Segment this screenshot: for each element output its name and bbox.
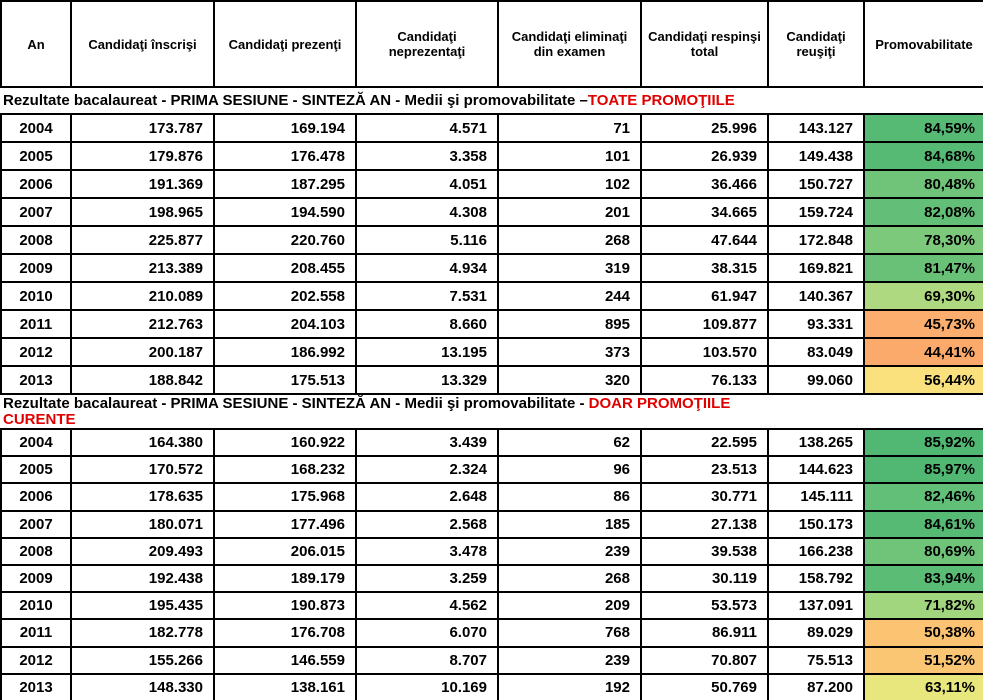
prezenti-cell: 176.708 bbox=[214, 619, 356, 646]
prezenti-cell: 194.590 bbox=[214, 198, 356, 226]
inscrisi-cell: 173.787 bbox=[71, 114, 214, 142]
prezenti-cell: 168.232 bbox=[214, 456, 356, 483]
neprezentati-cell: 5.116 bbox=[356, 226, 498, 254]
inscrisi-cell: 213.389 bbox=[71, 254, 214, 282]
prezenti-cell: 177.496 bbox=[214, 511, 356, 538]
respinsi-cell: 27.138 bbox=[641, 511, 768, 538]
reusiti-cell: 137.091 bbox=[768, 592, 864, 619]
section-title-row-curente bbox=[1, 394, 983, 429]
eliminati-cell: 268 bbox=[498, 565, 641, 592]
year-cell: 2007 bbox=[1, 198, 71, 226]
col-header-respinsi: Candidaţi respinşi total bbox=[641, 1, 768, 87]
respinsi-cell: 30.771 bbox=[641, 483, 768, 510]
year-cell: 2011 bbox=[1, 619, 71, 646]
respinsi-cell: 86.911 bbox=[641, 619, 768, 646]
year-cell: 2012 bbox=[1, 338, 71, 366]
table-row bbox=[1, 565, 983, 592]
inscrisi-cell: 182.778 bbox=[71, 619, 214, 646]
promovabilitate-cell: 84,61% bbox=[864, 511, 983, 538]
year-cell: 2010 bbox=[1, 282, 71, 310]
inscrisi-cell: 225.877 bbox=[71, 226, 214, 254]
reusiti-cell: 172.848 bbox=[768, 226, 864, 254]
year-cell: 2010 bbox=[1, 592, 71, 619]
promovabilitate-cell: 82,08% bbox=[864, 198, 983, 226]
promovabilitate-cell: 80,69% bbox=[864, 538, 983, 565]
year-cell: 2008 bbox=[1, 226, 71, 254]
reusiti-cell: 169.821 bbox=[768, 254, 864, 282]
year-cell: 2009 bbox=[1, 565, 71, 592]
col-header-eliminati: Candidaţi eliminaţi din examen bbox=[498, 1, 641, 87]
col-header-reusiti: Candidaţi reuşiţi bbox=[768, 1, 864, 87]
prezenti-cell: 176.478 bbox=[214, 142, 356, 170]
inscrisi-cell: 179.876 bbox=[71, 142, 214, 170]
promovabilitate-cell: 45,73% bbox=[864, 310, 983, 338]
promovabilitate-cell: 80,48% bbox=[864, 170, 983, 198]
prezenti-cell: 208.455 bbox=[214, 254, 356, 282]
reusiti-cell: 145.111 bbox=[768, 483, 864, 510]
promovabilitate-cell: 84,68% bbox=[864, 142, 983, 170]
reusiti-cell: 150.173 bbox=[768, 511, 864, 538]
year-cell: 2009 bbox=[1, 254, 71, 282]
neprezentati-cell: 2.568 bbox=[356, 511, 498, 538]
eliminati-cell: 201 bbox=[498, 198, 641, 226]
promovabilitate-cell: 82,46% bbox=[864, 483, 983, 510]
col-header-neprezentati: Candidaţi neprezentaţi bbox=[356, 1, 498, 87]
eliminati-cell: 239 bbox=[498, 647, 641, 674]
table-row bbox=[1, 538, 983, 565]
table-row bbox=[1, 114, 983, 142]
year-cell: 2005 bbox=[1, 142, 71, 170]
table-row bbox=[1, 282, 983, 310]
reusiti-cell: 143.127 bbox=[768, 114, 864, 142]
respinsi-cell: 23.513 bbox=[641, 456, 768, 483]
neprezentati-cell: 8.707 bbox=[356, 647, 498, 674]
reusiti-cell: 150.727 bbox=[768, 170, 864, 198]
table-row bbox=[1, 674, 983, 700]
eliminati-cell: 268 bbox=[498, 226, 641, 254]
table-row bbox=[1, 170, 983, 198]
respinsi-cell: 50.769 bbox=[641, 674, 768, 700]
eliminati-cell: 96 bbox=[498, 456, 641, 483]
col-header-an: An bbox=[1, 1, 71, 87]
reusiti-cell: 144.623 bbox=[768, 456, 864, 483]
eliminati-cell: 895 bbox=[498, 310, 641, 338]
year-cell: 2006 bbox=[1, 483, 71, 510]
respinsi-cell: 109.877 bbox=[641, 310, 768, 338]
prezenti-cell: 220.760 bbox=[214, 226, 356, 254]
inscrisi-cell: 180.071 bbox=[71, 511, 214, 538]
prezenti-cell: 204.103 bbox=[214, 310, 356, 338]
section-title-black-text: Rezultate bacalaureat - PRIMA SESIUNE - SINTEZĂ AN - Medii şi promovabilitate - bbox=[3, 395, 589, 412]
respinsi-cell: 36.466 bbox=[641, 170, 768, 198]
neprezentati-cell: 2.324 bbox=[356, 456, 498, 483]
promovabilitate-cell: 85,97% bbox=[864, 456, 983, 483]
table-row bbox=[1, 254, 983, 282]
section-title-curente bbox=[1, 394, 983, 429]
promovabilitate-cell: 51,52% bbox=[864, 647, 983, 674]
section-title-red-text: TOATE PROMOŢIILE bbox=[587, 91, 735, 109]
promovabilitate-cell: 44,41% bbox=[864, 338, 983, 366]
prezenti-cell: 187.295 bbox=[214, 170, 356, 198]
prezenti-cell: 175.513 bbox=[214, 366, 356, 394]
prezenti-cell: 169.194 bbox=[214, 114, 356, 142]
table-row bbox=[1, 226, 983, 254]
respinsi-cell: 38.315 bbox=[641, 254, 768, 282]
section-title-row-toate bbox=[1, 87, 983, 114]
inscrisi-cell: 212.763 bbox=[71, 310, 214, 338]
eliminati-cell: 102 bbox=[498, 170, 641, 198]
promovabilitate-cell: 69,30% bbox=[864, 282, 983, 310]
year-cell: 2004 bbox=[1, 429, 71, 456]
section-title-red-text: DOAR PROMOŢIILE bbox=[588, 395, 731, 412]
col-header-promovabilitate: Promovabilitate bbox=[864, 1, 983, 87]
prezenti-cell: 146.559 bbox=[214, 647, 356, 674]
neprezentati-cell: 4.051 bbox=[356, 170, 498, 198]
promovabilitate-cell: 84,59% bbox=[864, 114, 983, 142]
neprezentati-cell: 10.169 bbox=[356, 674, 498, 700]
inscrisi-cell: 198.965 bbox=[71, 198, 214, 226]
neprezentati-cell: 3.478 bbox=[356, 538, 498, 565]
eliminati-cell: 244 bbox=[498, 282, 641, 310]
col-header-inscrisi: Candidaţi înscrişi bbox=[71, 1, 214, 87]
reusiti-cell: 75.513 bbox=[768, 647, 864, 674]
reusiti-cell: 93.331 bbox=[768, 310, 864, 338]
inscrisi-cell: 170.572 bbox=[71, 456, 214, 483]
year-cell: 2005 bbox=[1, 456, 71, 483]
reusiti-cell: 99.060 bbox=[768, 366, 864, 394]
prezenti-cell: 206.015 bbox=[214, 538, 356, 565]
reusiti-cell: 83.049 bbox=[768, 338, 864, 366]
table-row bbox=[1, 310, 983, 338]
eliminati-cell: 185 bbox=[498, 511, 641, 538]
table-row bbox=[1, 483, 983, 510]
reusiti-cell: 140.367 bbox=[768, 282, 864, 310]
respinsi-cell: 39.538 bbox=[641, 538, 768, 565]
inscrisi-cell: 178.635 bbox=[71, 483, 214, 510]
section-title-black-text: Rezultate bacalaureat - PRIMA SESIUNE - SINTEZĂ AN - Medii şi promovabilitate – bbox=[3, 91, 588, 109]
inscrisi-cell: 148.330 bbox=[71, 674, 214, 700]
respinsi-cell: 26.939 bbox=[641, 142, 768, 170]
respinsi-cell: 103.570 bbox=[641, 338, 768, 366]
col-header-prezenti: Candidaţi prezenţi bbox=[214, 1, 356, 87]
promovabilitate-cell: 71,82% bbox=[864, 592, 983, 619]
inscrisi-cell: 188.842 bbox=[71, 366, 214, 394]
neprezentati-cell: 4.308 bbox=[356, 198, 498, 226]
neprezentati-cell: 4.562 bbox=[356, 592, 498, 619]
eliminati-cell: 62 bbox=[498, 429, 641, 456]
reusiti-cell: 158.792 bbox=[768, 565, 864, 592]
eliminati-cell: 768 bbox=[498, 619, 641, 646]
inscrisi-cell: 195.435 bbox=[71, 592, 214, 619]
eliminati-cell: 209 bbox=[498, 592, 641, 619]
prezenti-cell: 202.558 bbox=[214, 282, 356, 310]
table-row bbox=[1, 429, 983, 456]
inscrisi-cell: 191.369 bbox=[71, 170, 214, 198]
respinsi-cell: 47.644 bbox=[641, 226, 768, 254]
section-title-red-text-line2: CURENTE bbox=[3, 410, 76, 428]
inscrisi-cell: 192.438 bbox=[71, 565, 214, 592]
section-title-toate bbox=[1, 87, 983, 114]
prezenti-cell: 138.161 bbox=[214, 674, 356, 700]
neprezentati-cell: 4.571 bbox=[356, 114, 498, 142]
respinsi-cell: 30.119 bbox=[641, 565, 768, 592]
reusiti-cell: 166.238 bbox=[768, 538, 864, 565]
table-row bbox=[1, 619, 983, 646]
table-row bbox=[1, 511, 983, 538]
neprezentati-cell: 8.660 bbox=[356, 310, 498, 338]
neprezentati-cell: 6.070 bbox=[356, 619, 498, 646]
promovabilitate-cell: 83,94% bbox=[864, 565, 983, 592]
respinsi-cell: 34.665 bbox=[641, 198, 768, 226]
neprezentati-cell: 2.648 bbox=[356, 483, 498, 510]
neprezentati-cell: 3.439 bbox=[356, 429, 498, 456]
table-row bbox=[1, 456, 983, 483]
table-row bbox=[1, 366, 983, 394]
table-header-row bbox=[1, 1, 983, 87]
inscrisi-cell: 209.493 bbox=[71, 538, 214, 565]
inscrisi-cell: 210.089 bbox=[71, 282, 214, 310]
eliminati-cell: 71 bbox=[498, 114, 641, 142]
neprezentati-cell: 7.531 bbox=[356, 282, 498, 310]
eliminati-cell: 239 bbox=[498, 538, 641, 565]
reusiti-cell: 89.029 bbox=[768, 619, 864, 646]
respinsi-cell: 70.807 bbox=[641, 647, 768, 674]
neprezentati-cell: 4.934 bbox=[356, 254, 498, 282]
eliminati-cell: 192 bbox=[498, 674, 641, 700]
table-row bbox=[1, 338, 983, 366]
year-cell: 2013 bbox=[1, 366, 71, 394]
promovabilitate-cell: 85,92% bbox=[864, 429, 983, 456]
table-row bbox=[1, 647, 983, 674]
reusiti-cell: 87.200 bbox=[768, 674, 864, 700]
eliminati-cell: 86 bbox=[498, 483, 641, 510]
reusiti-cell: 138.265 bbox=[768, 429, 864, 456]
table-row bbox=[1, 592, 983, 619]
promovabilitate-cell: 50,38% bbox=[864, 619, 983, 646]
prezenti-cell: 160.922 bbox=[214, 429, 356, 456]
prezenti-cell: 175.968 bbox=[214, 483, 356, 510]
reusiti-cell: 159.724 bbox=[768, 198, 864, 226]
neprezentati-cell: 3.358 bbox=[356, 142, 498, 170]
table-row bbox=[1, 198, 983, 226]
respinsi-cell: 76.133 bbox=[641, 366, 768, 394]
year-cell: 2011 bbox=[1, 310, 71, 338]
respinsi-cell: 25.996 bbox=[641, 114, 768, 142]
prezenti-cell: 186.992 bbox=[214, 338, 356, 366]
inscrisi-cell: 155.266 bbox=[71, 647, 214, 674]
year-cell: 2004 bbox=[1, 114, 71, 142]
prezenti-cell: 190.873 bbox=[214, 592, 356, 619]
prezenti-cell: 189.179 bbox=[214, 565, 356, 592]
neprezentati-cell: 13.329 bbox=[356, 366, 498, 394]
year-cell: 2013 bbox=[1, 674, 71, 700]
year-cell: 2012 bbox=[1, 647, 71, 674]
table-row bbox=[1, 142, 983, 170]
respinsi-cell: 22.595 bbox=[641, 429, 768, 456]
promovabilitate-cell: 81,47% bbox=[864, 254, 983, 282]
promovabilitate-cell: 56,44% bbox=[864, 366, 983, 394]
year-cell: 2008 bbox=[1, 538, 71, 565]
respinsi-cell: 53.573 bbox=[641, 592, 768, 619]
eliminati-cell: 320 bbox=[498, 366, 641, 394]
reusiti-cell: 149.438 bbox=[768, 142, 864, 170]
year-cell: 2007 bbox=[1, 511, 71, 538]
eliminati-cell: 319 bbox=[498, 254, 641, 282]
eliminati-cell: 101 bbox=[498, 142, 641, 170]
inscrisi-cell: 200.187 bbox=[71, 338, 214, 366]
neprezentati-cell: 13.195 bbox=[356, 338, 498, 366]
year-cell: 2006 bbox=[1, 170, 71, 198]
eliminati-cell: 373 bbox=[498, 338, 641, 366]
promovabilitate-cell: 78,30% bbox=[864, 226, 983, 254]
inscrisi-cell: 164.380 bbox=[71, 429, 214, 456]
neprezentati-cell: 3.259 bbox=[356, 565, 498, 592]
respinsi-cell: 61.947 bbox=[641, 282, 768, 310]
promovabilitate-cell: 63,11% bbox=[864, 674, 983, 700]
